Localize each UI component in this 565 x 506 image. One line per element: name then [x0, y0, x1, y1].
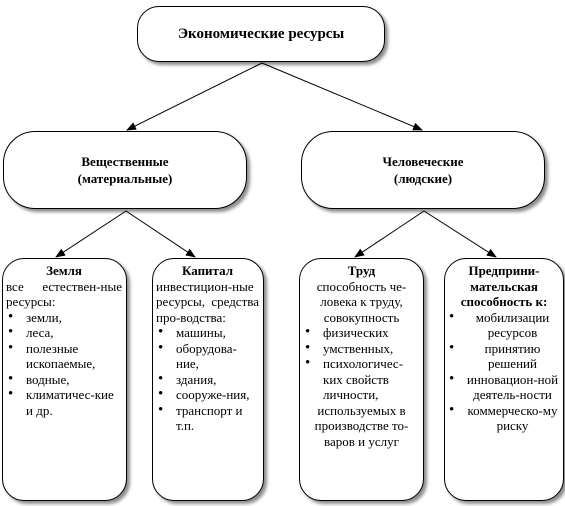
resource-list — [448, 310, 560, 434]
resource-labor — [299, 258, 424, 501]
category-human — [301, 131, 545, 209]
arrow-human-to-entrepreneurship — [424, 211, 496, 257]
category-material-line2: (материальные) — [77, 171, 173, 186]
category-human-line1: Человеческие — [382, 154, 464, 169]
category-material — [3, 131, 247, 209]
root-node — [137, 6, 385, 62]
list-item: • сооруже-ния, — [156, 387, 259, 403]
arrow-material-to-capital — [126, 211, 195, 257]
list-item: • леса, — [6, 325, 122, 341]
resource-description: инвестицион-ные ресурсы, средства про-водства: — [156, 278, 259, 325]
resource-entrepreneurship — [444, 258, 564, 501]
arrow-human-to-labor — [355, 211, 424, 257]
list-item: • климатичес-кие и др. — [6, 387, 122, 418]
arrow-root-to-human — [262, 63, 422, 130]
resource-description: все естествен-ные ресурсы: — [6, 278, 122, 309]
list-item: • коммерческо-му риску — [448, 403, 560, 434]
list-item: • принятию решений — [448, 341, 560, 372]
resource-title: Труд — [347, 263, 376, 278]
resource-title: Земля — [46, 263, 82, 278]
list-item: • транспорт и т.п. — [156, 403, 259, 434]
resource-land — [2, 258, 127, 501]
category-human-line2: (людские) — [393, 171, 453, 186]
list-item: • инновацион-ной деятель-ности — [448, 372, 560, 403]
list-item: • водные, — [6, 372, 122, 388]
resource-list — [156, 325, 259, 434]
root-title: Экономические ресурсы — [177, 25, 345, 42]
list-item: • оборудова-ние, — [156, 341, 259, 372]
list-item: • машины, — [156, 325, 259, 341]
list-item: • здания, — [156, 372, 259, 388]
list-item: • физических — [303, 325, 420, 341]
resource-capital — [152, 258, 264, 501]
list-item: • психологичес-ких свойств личности, — [303, 356, 420, 403]
list-item: • земли, — [6, 310, 122, 326]
list-item: • умственных, — [303, 341, 420, 357]
resource-description: способность че-ловека к труду, совокупность — [316, 278, 407, 325]
resource-title: Капитал — [181, 263, 234, 278]
resource-list — [6, 310, 122, 419]
resource-list — [303, 325, 420, 403]
list-item: • мобилизации ресурсов — [448, 310, 560, 341]
list-item: • полезные ископаемые, — [6, 341, 122, 372]
resource-title: Предприни-мательская способность к: — [460, 263, 548, 309]
resource-tail: используемых в производстве то-варов и услуг — [314, 402, 409, 449]
arrow-material-to-land — [56, 211, 126, 257]
category-material-line1: Вещественные — [81, 154, 169, 169]
arrow-root-to-material — [127, 63, 262, 130]
